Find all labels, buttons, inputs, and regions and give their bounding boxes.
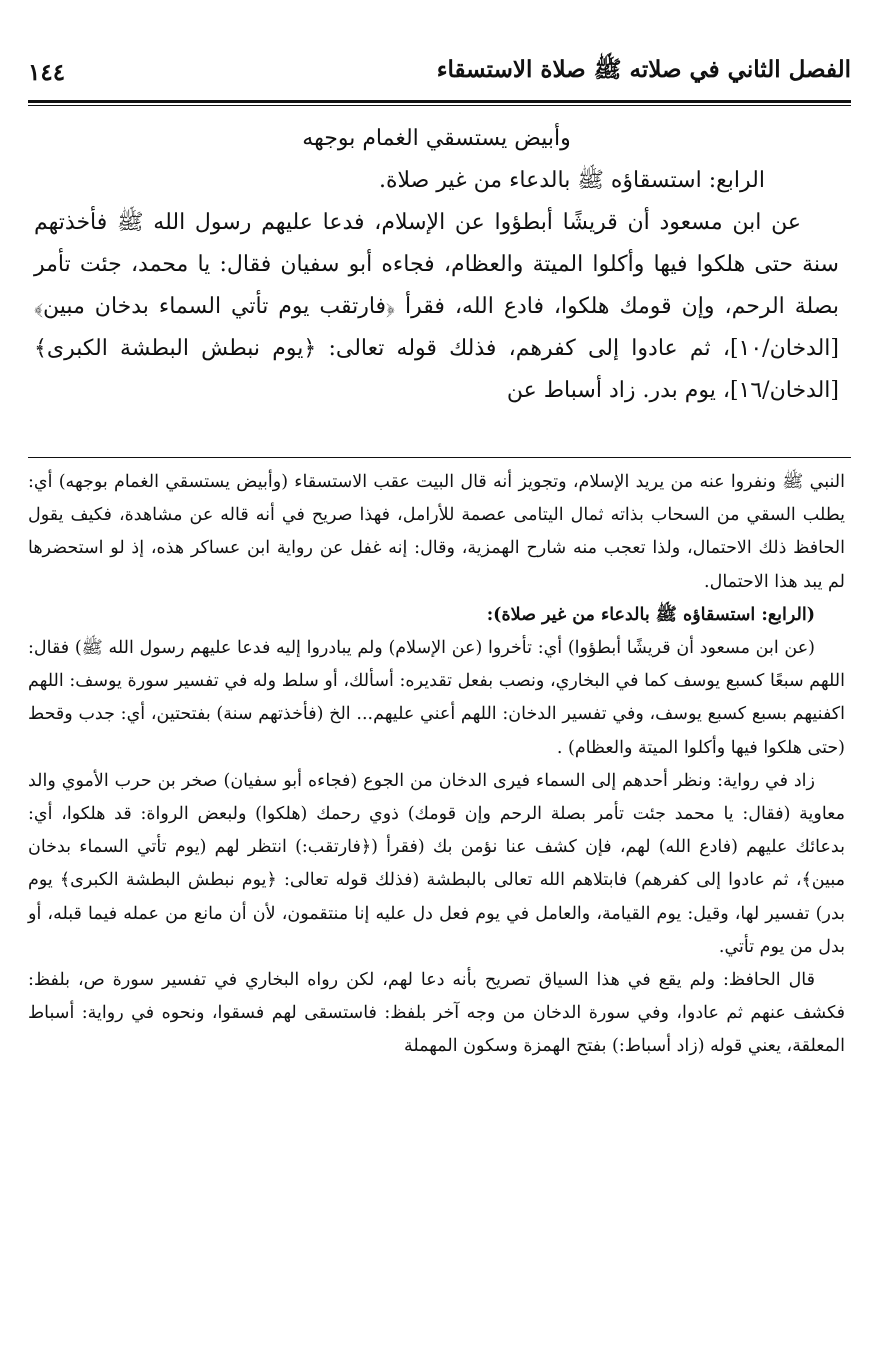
commentary-paragraph: (عن ابن مسعود أن قريشًا أبطؤوا) أي: تأخروا (عن الإسلام) ولم يبادروا إليه فدعا عليهم رسول الله ﷺ) فقال: اللهم سبعًا كسبع يوسف كما في البخاري، ونصب بفعل تقديره: أسألك، أو سلط وله في تفسير سورة يوسف: اللهم اكفنيهم بسبع كسبع يوسف، وفي تفسير الدخان: اللهم أعني عليهم... الخ (فأخذتهم سنة) بفتحتين، أي: جدب وقحط (حتى هلكوا فيها وأكلوا الميتة والعظام) . [28, 638, 845, 758]
commentary-paragraph: قال الحافظ: ولم يقع في هذا السياق تصريح بأنه دعا لهم، لكن رواه البخاري في تفسير سورة ص، بلفظ: فكشف عنهم ثم عادوا، وفي سورة الدخان من وجه آخر بلفظ: فاستسقى لهم فسقوا، ونحوه في رواية: أسباط المعلقة، يعني قوله (زاد أسباط:) بفتح الهمزة وسكون المهملة [28, 970, 845, 1057]
main-text [34, 118, 839, 412]
hadith-text: عن ابن مسعود أن قريشًا أبطؤوا عن الإسلام، فدعا عليهم رسول الله ﷺ فأخذتهم سنة حتى هلكوا فيها وأكلوا الميتة والعظام، فجاءه أبو سفيان فقال: يا محمد، جئت تأمر بصلة الرحم، وإن قومك هلكوا، فادع الله، فقرأ ﴿فارتقب يوم تأتي السماء بدخان مبين﴾ [الدخان/١٠]، ثم عادوا إلى كفرهم، فذلك قوله تعالى: ﴿يوم نبطش البطشة الكبرى﴾ [الدخان/١٦]، يوم بدر. زاد أسباط عن [34, 210, 839, 403]
page-number: ١٤٤ [28, 58, 66, 86]
commentary-paragraph: النبي ﷺ ونفروا عنه من يريد الإسلام، وتجويز أنه قال البيت عقب الاستسقاء (وأبيض يستسقي الغمام بوجهه) أي: يطلب السقي من السحاب بذاته ثمال اليتامى عصمة للأرامل، فهذا صريح في أنه قاله عن مشاهدة، فكيف يقول الحافظ ذلك الاحتمال، ولذا تعجب منه شارح الهمزية، وقال: إنه غفل عن رواية ابن عساكر هذه، إذ لو استحضرها لم يبد هذا الاحتمال. [28, 472, 845, 592]
running-header [28, 52, 851, 92]
commentary-paragraph: زاد في رواية: ونظر أحدهم إلى السماء فيرى الدخان من الجوع (فجاءه أبو سفيان) صخر بن حرب الأموي والد معاوية (فقال: يا محمد جئت تأمر بصلة الرحم وإن قومك) ذوي رحمك (هلكوا) ولبعض الرواة: قد هلكوا، أي: بدعائك عليهم (فادع الله) لهم، فإن كشف عنا نؤمن بك (فقرأ (﴿فارتقب:) انتظر لهم (يوم تأتي السماء بدخان مبين﴾، ثم عادوا إلى كفرهم) فابتلاهم الله تعالى بالبطشة (فذلك قوله تعالى: ﴿يوم نبطش البطشة الكبرى﴾ يوم بدر) تفسير لها، وقيل: يوم القيامة، والعامل في يوم فعل دل عليه إنا منتقمون، لأن أن مانع من عمله فيما قبله، أو بدل من يوم تأتي. [28, 770, 845, 957]
footnote-divider [28, 457, 851, 458]
section-heading: الرابع: استسقاؤه ﷺ بالدعاء من غير صلاة. [378, 168, 765, 193]
commentary-text [28, 466, 845, 1064]
commentary-heading: (الرابع: استسقاؤه ﷺ بالدعاء من غير صلاة): [486, 604, 815, 625]
poetry-verse: وأبيض يستسقي الغمام بوجهه [302, 126, 571, 151]
header-rule [28, 100, 851, 106]
chapter-title: الفصل الثاني في صلاته ﷺ صلاة الاستسقاء [436, 56, 851, 83]
